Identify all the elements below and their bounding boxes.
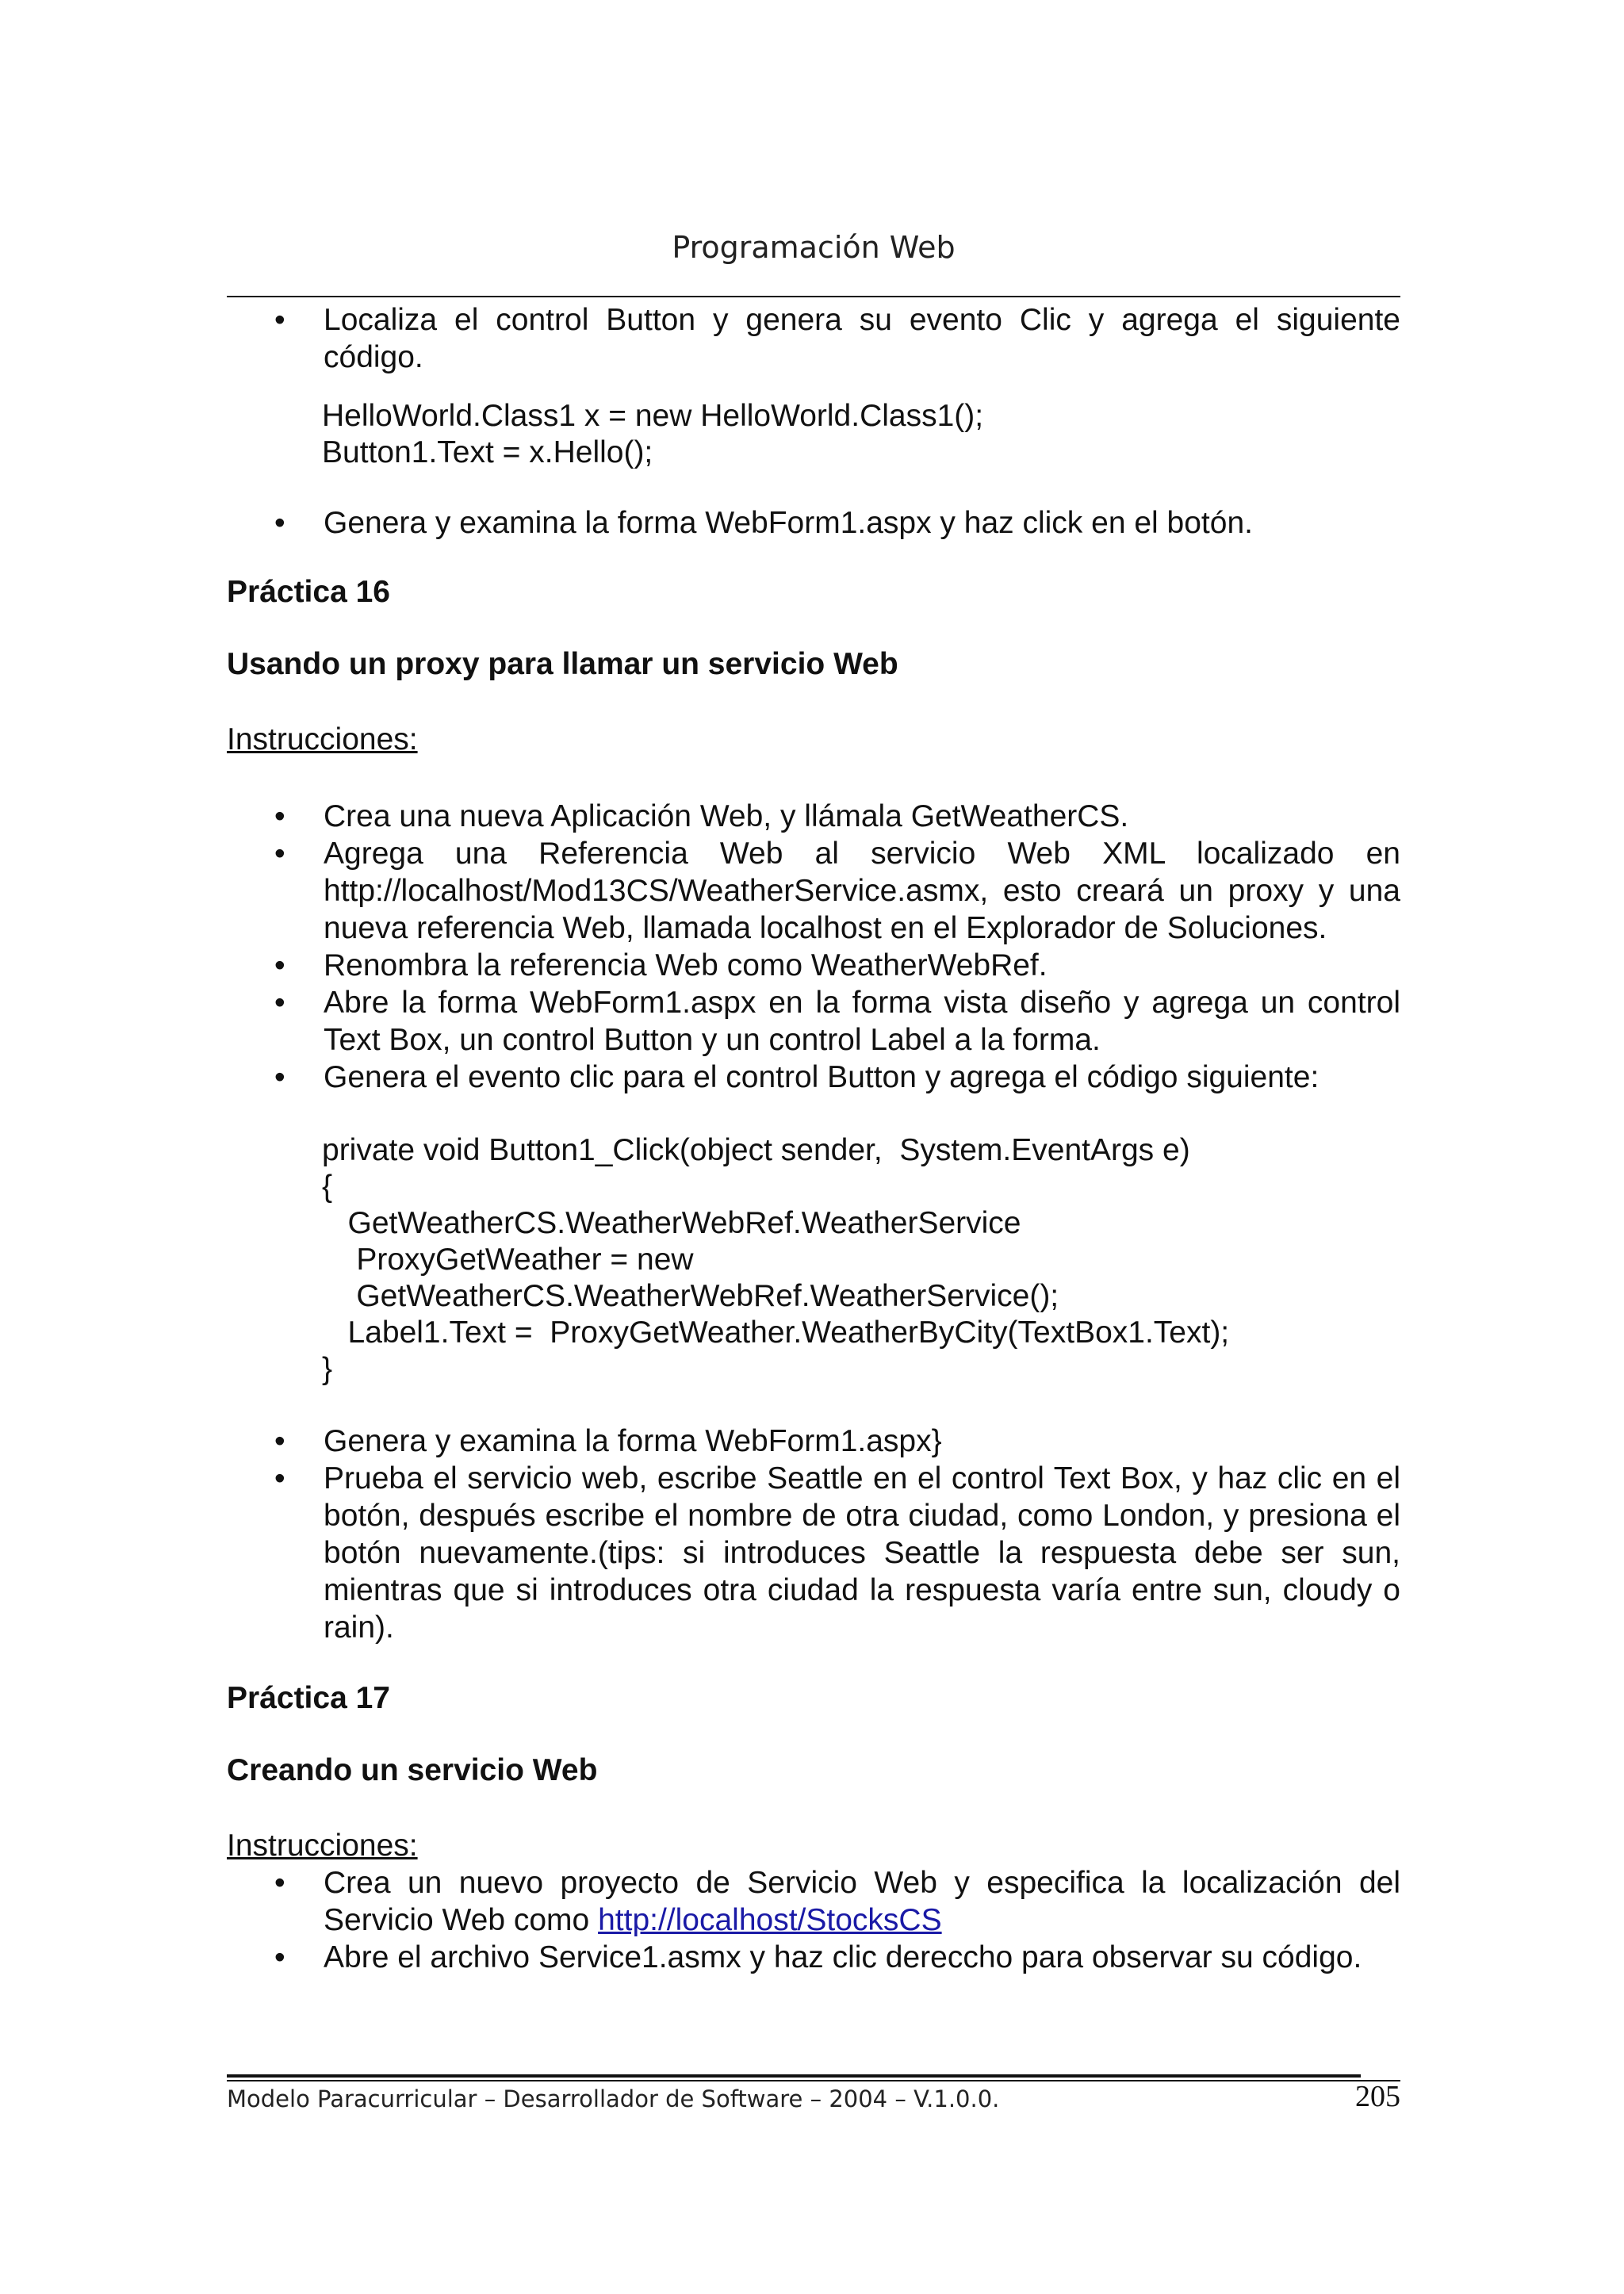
- list-item: [227, 1864, 1400, 1939]
- list-item: [227, 1059, 1400, 1096]
- code-line: Button1.Text = x.Hello();: [322, 435, 653, 469]
- list-item: [227, 1939, 1400, 1976]
- list-item: [227, 504, 1400, 542]
- footer-rule-thin: [227, 2080, 1400, 2081]
- list-item: [227, 301, 1400, 376]
- bullet-icon: •: [274, 303, 285, 337]
- bullet-icon: •: [274, 837, 285, 871]
- bullet-icon: •: [274, 986, 285, 1020]
- practice-16-list: [227, 798, 1400, 1096]
- list-item: [227, 1423, 1400, 1460]
- practice-17-list: [227, 1864, 1400, 1976]
- code-line: Label1.Text = ProxyGetWeather.WeatherByCity(TextBox1.Text);: [322, 1316, 1230, 1350]
- code-line: GetWeatherCS.WeatherWebRef.WeatherService();: [322, 1279, 1059, 1313]
- bullet-icon: •: [274, 1940, 285, 1974]
- list-item-text: Localiza el control Button y genera su evento Clic y agrega el siguiente código.: [324, 303, 1400, 374]
- bullet-icon: •: [274, 506, 285, 540]
- intro-list-2: [227, 504, 1400, 542]
- list-item: [227, 1460, 1400, 1646]
- list-item-text: Crea una nueva Aplicación Web, y llámala GetWeatherCS.: [324, 799, 1129, 833]
- code-line: GetWeatherCS.WeatherWebRef.WeatherService: [322, 1206, 1021, 1240]
- list-item-text: Genera y examina la forma WebForm1.aspx y haz click en el botón.: [324, 506, 1253, 540]
- code-line: HelloWorld.Class1 x = new HelloWorld.Class1();: [322, 399, 984, 433]
- list-item-text: Renombra la referencia Web como WeatherWebRef.: [324, 948, 1048, 982]
- list-item-text: Genera el evento clic para el control Button y agrega el código siguiente:: [324, 1060, 1320, 1094]
- page-number: 205: [1355, 2080, 1400, 2113]
- footer-text: Modelo Paracurricular – Desarrollador de Software – 2004 – V.1.0.0.: [227, 2085, 1000, 2112]
- practice-16-subtitle: Usando un proxy para llamar un servicio Web: [227, 647, 898, 681]
- practice-16-list-2: [227, 1423, 1400, 1646]
- practice-16-title: Práctica 16: [227, 575, 390, 609]
- list-item-text: Abre la forma WebForm1.aspx en la forma vista diseño y agrega un control Text Box, un control Button y un control Label a la forma.: [324, 986, 1400, 1057]
- bullet-icon: •: [274, 1866, 285, 1900]
- list-item: [227, 798, 1400, 835]
- bullet-icon: •: [274, 948, 285, 982]
- list-item: [227, 984, 1400, 1059]
- bullet-icon: •: [274, 799, 285, 833]
- practice-17-subtitle: Creando un servicio Web: [227, 1753, 598, 1787]
- code-line: ProxyGetWeather = new: [322, 1243, 694, 1277]
- code-line: {: [322, 1170, 333, 1204]
- list-item: [227, 947, 1400, 984]
- page-content: [227, 301, 1400, 1976]
- practice-16-instructions-label: Instrucciones:: [227, 722, 418, 756]
- list-item: [227, 835, 1400, 947]
- stockscs-link[interactable]: http://localhost/StocksCS: [598, 1903, 942, 1937]
- header-rule: [227, 296, 1400, 297]
- list-item-text: Crea un nuevo proyecto de Servicio Web y especifica la localización del Servicio Web como: [324, 1866, 1400, 1937]
- bullet-icon: •: [274, 1424, 285, 1458]
- code-line: }: [322, 1352, 333, 1386]
- list-item-text: Abre el archivo Service1.asmx y haz clic dereccho para observar su código.: [324, 1940, 1362, 1974]
- practice-17-title: Práctica 17: [227, 1681, 390, 1715]
- list-item-text: Genera y examina la forma WebForm1.aspx}: [324, 1424, 942, 1458]
- intro-list: [227, 301, 1400, 376]
- bullet-icon: •: [274, 1060, 285, 1094]
- list-item-text: Prueba el servicio web, escribe Seattle en el control Text Box, y haz clic en el botón, después escribe el nombre de otra ciudad, como London, y presiona el botón nuevamente.(tips: si introduces Seattle la respuesta debe ser sun, mientras que si introduces otra ciudad la respuesta varía entre sun, cloudy o rain).: [324, 1461, 1400, 1645]
- list-item-text: Agrega una Referencia Web al servicio Web XML localizado en http://localhost/Mod13CS/WeatherService.asmx, esto creará un proxy y una nueva referencia Web, llamada localhost en el Explorador de Soluciones.: [324, 837, 1400, 945]
- bullet-icon: •: [274, 1461, 285, 1496]
- code-line: private void Button1_Click(object sender, System.EventArgs e): [322, 1133, 1190, 1167]
- running-header: Programación Web: [672, 230, 956, 265]
- footer-rule: [227, 2074, 1361, 2078]
- practice-17-instructions-label: Instrucciones:: [227, 1829, 418, 1863]
